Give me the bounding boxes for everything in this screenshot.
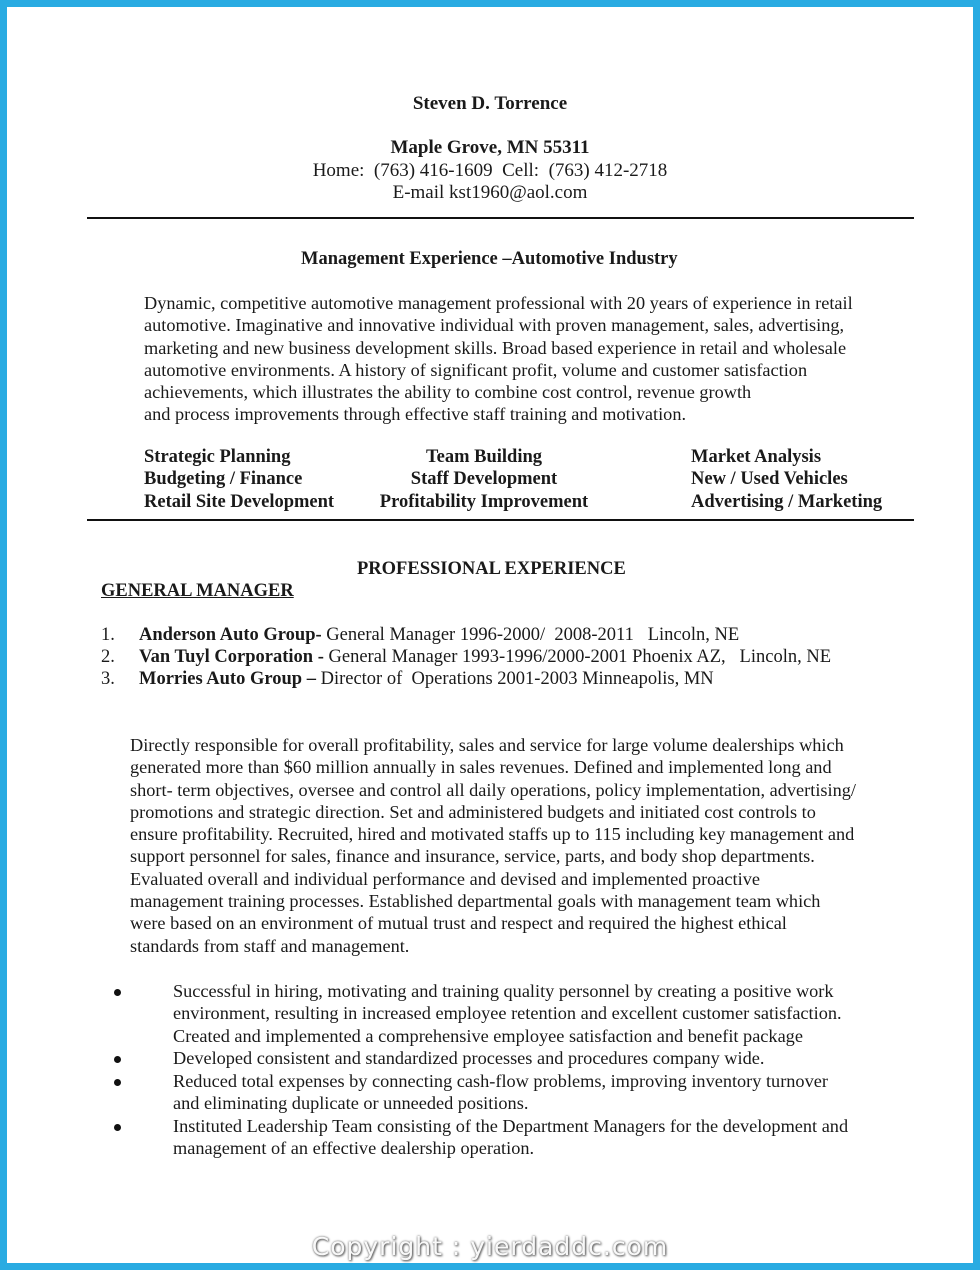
candidate-phones: Home: (763) 416-1609 Cell: (763) 412-2718 [312,160,668,181]
skill-item: Retail Site Development [144,491,335,512]
summary-line: automotive environments. A history of significant profit, volume and customer satisfaction [144,359,808,380]
summary-line: achievements, which illustrates the ability to combine cost control, revenue growth [144,382,752,403]
summary-paragraph [144,292,904,426]
bullet-text [173,1047,764,1069]
job-company: Morries Auto Group – [139,669,316,689]
paragraph-line: generated more than $60 million annually in sales revenues. Defined and implemented long and [130,757,832,778]
skills-column-1 [144,446,334,513]
job-company: Van Tuyl Corporation - [139,647,324,667]
bullet-text [173,1115,848,1160]
candidate-email: E-mail kst1960@aol.com [392,182,588,203]
bullet-icon [114,989,121,996]
candidate-city: Maple Grove, MN 55311 [390,137,590,158]
paragraph-line: Directly responsible for overall profitability, sales and service for large volume dealerships which [130,735,844,755]
bullet-line: and eliminating duplicate or unneeded positions. [173,1093,529,1114]
skill-item: Profitability Improvement [379,491,589,512]
job-detail: General Manager 1993-1996/2000-2001 Phoenix AZ, Lincoln, NE [323,647,831,667]
skill-item: Budgeting / Finance [144,469,303,490]
summary-line: Dynamic, competitive automotive management professional with 20 years of experience in retail [144,293,853,313]
skills-divider [87,519,914,521]
paragraph-line: Evaluated overall and individual performance and devised and implemented proactive [130,868,760,889]
bullet-line: Successful in hiring, motivating and training quality personnel by creating a positive work [173,981,834,1001]
bullet-text [173,1070,828,1115]
summary-line: marketing and new business development skills. Broad based experience in retail and wholesale [144,337,847,358]
bullet-line: Developed consistent and standardized processes and procedures company wide. [173,1048,765,1068]
bullet-line: Reduced total expenses by connecting cash-flow problems, improving inventory turnover [173,1071,828,1091]
bullet-line: Instituted Leadership Team consisting of the Department Managers for the development and [173,1116,849,1136]
bullet-icon [114,1124,121,1131]
job-entry [101,668,714,690]
management-title: Management Experience –Automotive Industry [301,249,678,269]
skill-item: Market Analysis [691,447,822,467]
skill-item: Strategic Planning [144,447,291,467]
paragraph-line: promotions and strategic direction. Set and administered budgets and initiated cost controls to [130,801,816,822]
paragraph-line: were based on an environment of mutual trust and respect and required the highest ethical [130,913,787,934]
professional-title: PROFESSIONAL EXPERIENCE [357,559,626,579]
paragraph-line: short- term objectives, oversee and control all daily operations, policy implementation, advertising/ [130,779,856,800]
skill-item: Staff Development [410,469,558,490]
copyright-watermark: Copyright : yierdaddc.com [311,1232,669,1261]
job-detail: General Manager 1996-2000/ 2008-2011 Lincoln, NE [321,625,740,645]
job-number: 1. [101,625,115,645]
bullet-icon [114,1056,121,1063]
job-detail: Director of Operations 2001-2003 Minneapolis, MN [315,669,714,689]
summary-line: automotive. Imaginative and innovative individual with proven management, sales, advertising, [144,315,845,336]
paragraph-line: standards from staff and management. [130,935,410,956]
job-entry [101,624,739,646]
bullet-line: Created and implemented a comprehensive employee satisfaction and benefit package [173,1025,803,1046]
header-divider [87,217,914,219]
job-entry [101,646,831,668]
skill-item: Team Building [425,447,542,467]
skill-item: New / Used Vehicles [691,469,848,490]
job-number: 3. [101,669,115,689]
job-number: 2. [101,647,115,667]
role-title: GENERAL MANAGER [101,581,294,601]
paragraph-line: ensure profitability. Recruited, hired and motivated staffs up to 115 including key management and [130,824,855,845]
skills-column-3 [691,446,882,513]
paragraph-line: management training processes. Established departmental goals with management team which [130,891,821,912]
skill-item: Advertising / Marketing [691,491,883,512]
bullet-line: management of an effective dealership operation. [173,1138,535,1159]
responsibilities-paragraph [130,734,856,957]
summary-line: and process improvements through effective staff training and motivation. [144,404,687,425]
paragraph-line: support personnel for sales, finance and insurance, service, parts, and body shop departments. [130,846,815,867]
candidate-name: Steven D. Torrence [412,93,568,114]
job-company: Anderson Auto Group- [139,625,322,645]
bullet-icon [114,1079,121,1086]
bullet-text [173,980,842,1047]
skills-column-2 [375,446,593,513]
bullet-line: environment, resulting in increased employee retention and excellent customer satisfaction. [173,1003,842,1024]
